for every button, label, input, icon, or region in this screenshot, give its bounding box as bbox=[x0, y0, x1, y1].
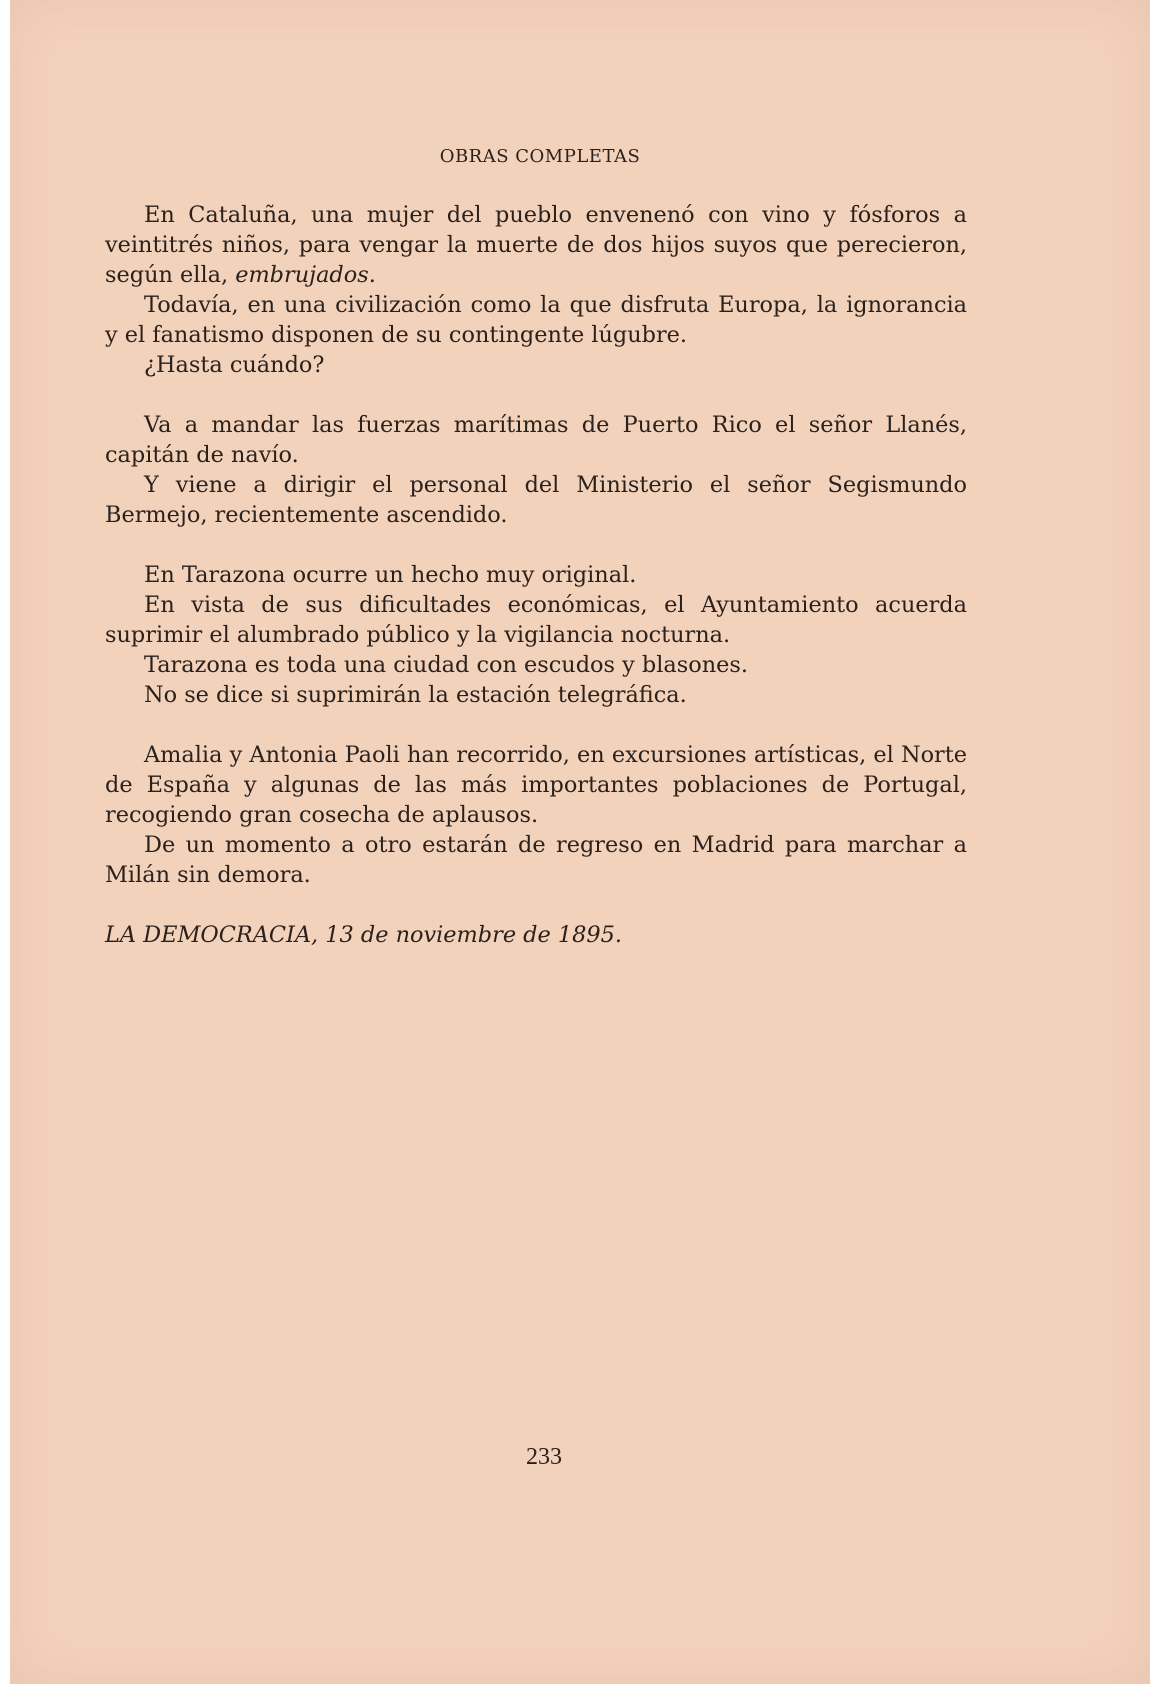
paragraph: No se dice si suprimirán la estación telegráfica. bbox=[144, 682, 687, 708]
paragraph: Todavía, en una civilización como la que disfruta Europa, la ignorancia y el fanatismo disponen de su contingente lúgubre. bbox=[105, 292, 967, 348]
running-head: OBRAS COMPLETAS bbox=[439, 146, 641, 167]
paragraph-punctuation: . bbox=[368, 262, 376, 288]
emphasis-text: embrujados bbox=[235, 262, 369, 288]
paragraph: Y viene a dirigir el personal del Ministerio el señor Segismundo Bermejo, recientemente ascendido. bbox=[105, 472, 967, 528]
news-item-puerto-rico bbox=[105, 410, 967, 530]
paragraph: Amalia y Antonia Paoli han recorrido, en excursiones artísticas, el Norte de España y algunas de las más importantes poblaciones de Portugal, recogiendo gran cosecha de aplausos. bbox=[105, 742, 967, 828]
news-item-paoli bbox=[105, 740, 967, 890]
source-signature: LA DEMOCRACIA, 13 de noviembre de 1895. bbox=[105, 922, 622, 948]
paragraph: De un momento a otro estarán de regreso en Madrid para marchar a Milán sin demora. bbox=[105, 832, 967, 888]
book-page bbox=[10, 0, 1150, 1684]
paragraph: En vista de sus dificultades económicas, el Ayuntamiento acuerda suprimir el alumbrado público y la vigilancia nocturna. bbox=[105, 592, 967, 648]
article-body bbox=[105, 200, 967, 950]
news-item-cataluna bbox=[105, 200, 967, 380]
paragraph: ¿Hasta cuándo? bbox=[144, 352, 325, 378]
paragraph bbox=[105, 200, 967, 290]
news-item-tarazona bbox=[105, 560, 967, 710]
paragraph: En Tarazona ocurre un hecho muy original. bbox=[144, 562, 637, 588]
page-number: 233 bbox=[526, 1444, 562, 1470]
paragraph-text: En Cataluña, una mujer del pueblo envenenó con vino y fósforos a veintitrés niños, para vengar la muerte de dos hijos suyos que perecieron, según ella, bbox=[105, 202, 967, 288]
paragraph: Tarazona es toda una ciudad con escudos y blasones. bbox=[144, 652, 748, 678]
paragraph: Va a mandar las fuerzas marítimas de Puerto Rico el señor Llanés, capitán de navío. bbox=[105, 412, 967, 468]
